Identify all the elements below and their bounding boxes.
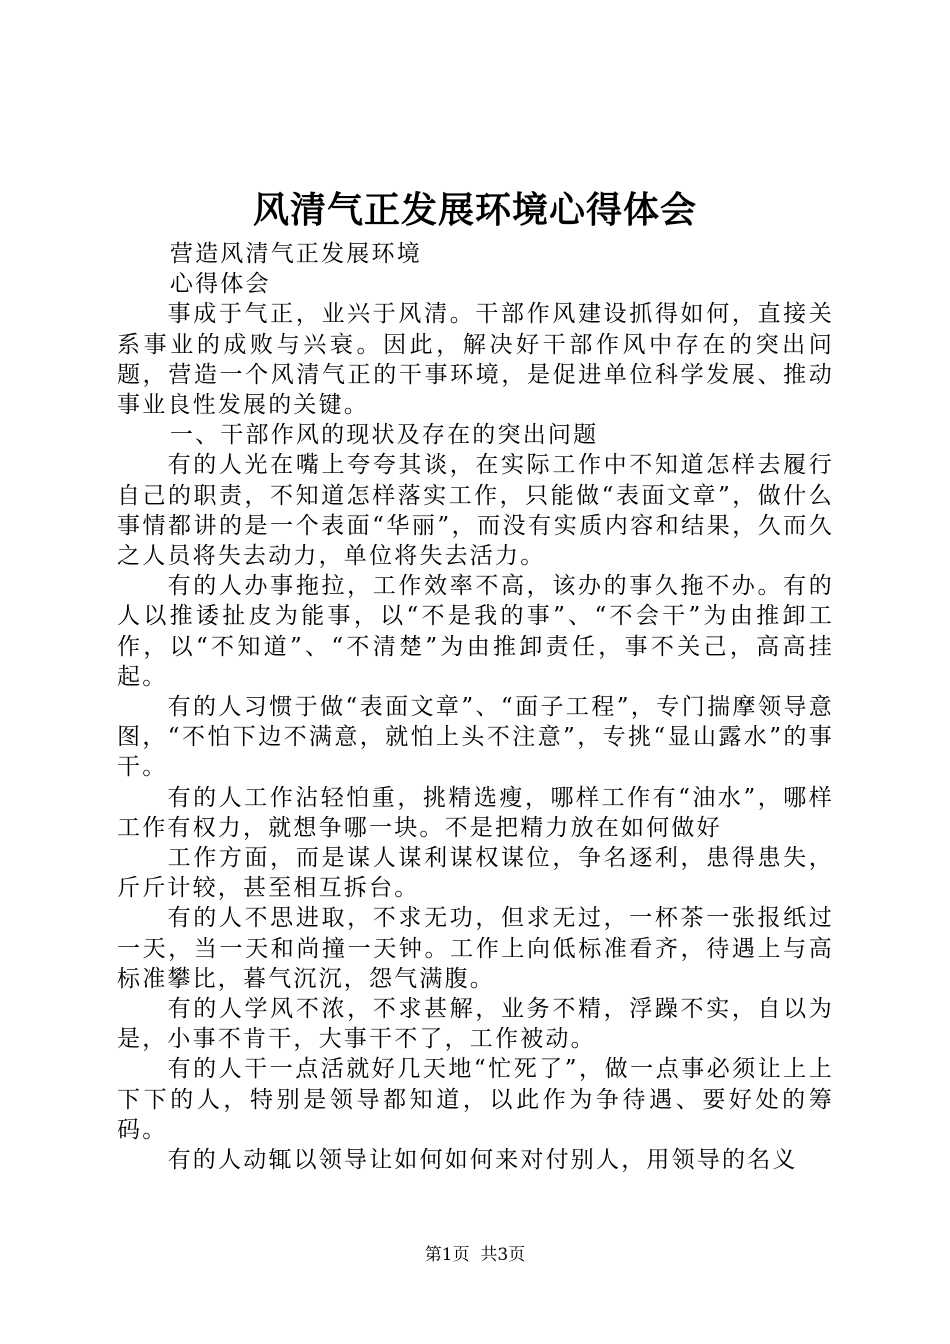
page-number: 第1页 <box>424 1245 470 1265</box>
paragraph: 工作方面，而是谋人谋利谋权谋位，争名逐利，患得患失，斤斤计较，甚至相互拆台。 <box>117 845 834 902</box>
subtitle-line-2: 心得体会 <box>169 271 271 298</box>
paragraph: 有的人动辄以领导让如何如何来对付别人，用领导的名义 <box>167 1147 798 1174</box>
subtitle-line-1: 营造风清气正发展环境 <box>169 241 422 267</box>
paragraph: 有的人学风不浓，不求甚解，业务不精，浮躁不实，自以为是，小事不肯干，大事干不了，工作被动。 <box>117 996 834 1053</box>
page-total: 共3页 <box>480 1245 526 1265</box>
paragraph: 有的人干一点活就好几天地“忙死了”，做一点事必须让上上下下的人，特别是领导都知道，以此作为争待遇、要好处的筹码。 <box>117 1056 834 1143</box>
paragraph-intro: 事成于气正，业兴于风清。干部作风建设抓得如何，直接关系事业的成败与兴衰。因此，解决好干部作风中存在的突出问题，营造一个风清气正的干事环境，是促进单位科学发展、推动事业良性发展的关键。 <box>117 301 834 419</box>
page-footer <box>0 1244 950 1266</box>
paragraph: 有的人办事拖拉，工作效率不高，该办的事久拖不办。有的人以推诿扯皮为能事，以“不是我的事”、“不会干”为由推卸工作，以“不知道”、“不清楚”为由推卸责任，事不关己，高高挂起。 <box>117 573 834 690</box>
paragraph: 有的人光在嘴上夸夸其谈，在实际工作中不知道怎样去履行自己的职责，不知道怎样落实工作，只能做“表面文章”，做什么事情都讲的是一个表面“华丽”，而没有实质内容和结果，久而久之人员将失去动力，单位将失去活力。 <box>117 452 834 570</box>
paragraph: 有的人工作沾轻怕重，挑精选瘦，哪样工作有“油水”，哪样工作有权力，就想争哪一块。不是把精力放在如何做好 <box>117 784 834 841</box>
document-body <box>117 239 834 1175</box>
paragraph: 有的人不思进取，不求无功，但求无过，一杯茶一张报纸过一天，当一天和尚撞一天钟。工作上向低标准看齐，待遇上与高标准攀比，暮气沉沉，怨气满腹。 <box>117 905 834 992</box>
section-heading: 一、干部作风的现状及存在的突出问题 <box>169 422 599 449</box>
paragraph: 有的人习惯于做“表面文章”、“面子工程”，专门揣摩领导意图，“不怕下边不满意，就怕上头不注意”，专挑“显山露水”的事干。 <box>117 694 834 781</box>
document-title: 风清气正发展环境心得体会 <box>252 189 697 231</box>
